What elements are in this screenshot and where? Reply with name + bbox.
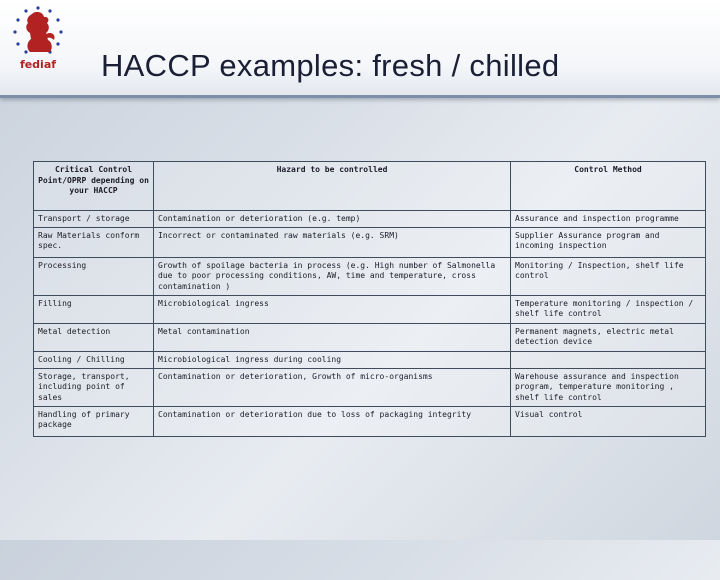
cell-ccp: Cooling / Chilling xyxy=(34,351,154,368)
slide-title: HACCP examples: fresh / chilled xyxy=(101,48,560,83)
haccp-table xyxy=(33,161,706,437)
cell-hazard: Microbiological ingress during cooling xyxy=(154,351,511,368)
fediaf-logo xyxy=(6,4,70,76)
table-header-row xyxy=(34,162,706,211)
table-row xyxy=(34,323,706,351)
slide-header xyxy=(0,0,720,98)
cell-hazard: Microbiological ingress xyxy=(154,295,511,323)
cell-control-method xyxy=(511,351,706,368)
cell-control-method: Permanent magnets, electric metal detection device xyxy=(511,323,706,351)
logo-text: fediaf xyxy=(19,58,57,71)
table-row xyxy=(34,295,706,323)
cell-control-method: Assurance and inspection programme xyxy=(511,211,706,228)
cell-ccp: Transport / storage xyxy=(34,211,154,228)
cell-ccp: Metal detection xyxy=(34,323,154,351)
table-row xyxy=(34,368,706,406)
cell-hazard: Growth of spoilage bacteria in process (e.g. High number of Salmonella due to poor processing conditions, AW, time and temperature, cross contamination ) xyxy=(154,257,511,295)
cell-hazard: Contamination or deterioration, Growth of micro-organisms xyxy=(154,368,511,406)
cell-hazard: Contamination or deterioration (e.g. temp) xyxy=(154,211,511,228)
cell-hazard: Contamination or deterioration due to loss of packaging integrity xyxy=(154,406,511,436)
cell-ccp: Handling of primary package xyxy=(34,406,154,436)
cell-control-method: Visual control xyxy=(511,406,706,436)
cell-hazard: Incorrect or contaminated raw materials (e.g. SRM) xyxy=(154,227,511,257)
cell-ccp: Processing xyxy=(34,257,154,295)
header-hazard: Hazard to be controlled xyxy=(154,162,511,211)
cell-control-method: Monitoring / Inspection, shelf life control xyxy=(511,257,706,295)
cell-control-method: Supplier Assurance program and incoming inspection xyxy=(511,227,706,257)
cell-hazard: Metal contamination xyxy=(154,323,511,351)
table-row xyxy=(34,227,706,257)
table-row xyxy=(34,351,706,368)
table-row xyxy=(34,406,706,436)
cell-control-method: Temperature monitoring / inspection / shelf life control xyxy=(511,295,706,323)
cell-control-method: Warehouse assurance and inspection program, temperature monitoring , shelf life control xyxy=(511,368,706,406)
header-ccp: Critical Control Point/OPRP depending on your HACCP xyxy=(34,162,154,211)
cell-ccp: Filling xyxy=(34,295,154,323)
cell-ccp: Raw Materials conform spec. xyxy=(34,227,154,257)
header-control-method: Control Method xyxy=(511,162,706,211)
table-row xyxy=(34,257,706,295)
cell-ccp: Storage, transport, including point of sales xyxy=(34,368,154,406)
fediaf-logo-emblem xyxy=(6,4,70,60)
table-row xyxy=(34,211,706,228)
